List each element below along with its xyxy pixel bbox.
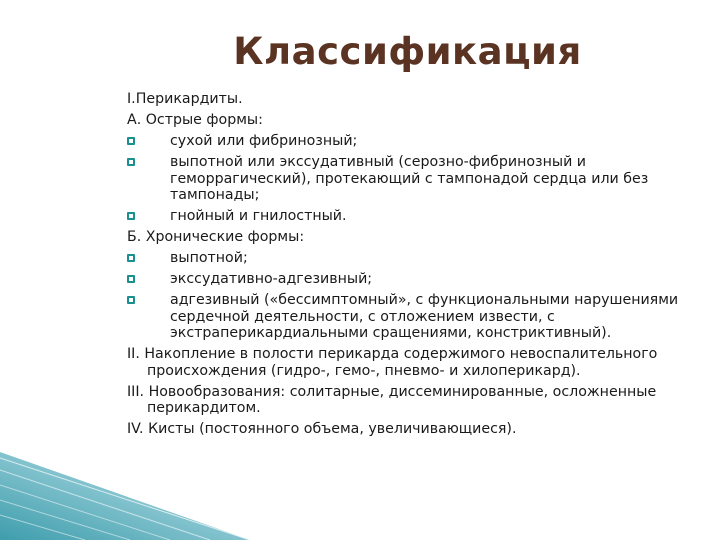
list-item: адгезивный («бессимптомный», с функциональными нарушениями сердечной деятельности, с отложением извести, с экстраперикардиальными сращениями, констриктивный). <box>127 290 717 344</box>
list-item: выпотной или экссудативный (серозно-фибринозный и геморрагический), протекающий с тампонадой сердца или без тампонады; <box>127 152 717 206</box>
subsection-chronic: Б. Хронические формы: <box>127 229 305 245</box>
square-bullet-icon <box>127 158 135 166</box>
square-bullet-icon <box>127 212 135 220</box>
square-bullet-icon <box>127 275 135 283</box>
square-bullet-icon <box>127 254 135 262</box>
list-item: гнойный и гнилостный. <box>127 206 717 227</box>
section-cysts: IV. Кисты (постоянного объема, увеличивающиеся). <box>127 421 517 437</box>
section-non-inflammatory: II. Накопление в полости перикарда содержимого невоспалительного происхождения (гидро-, гемо-, пневмо- и хилоперикард). <box>127 346 658 379</box>
section-neoplasms: III. Новообразования: солитарные, диссеминированные, осложненные перикардитом. <box>127 383 657 416</box>
page-title: Классификация <box>233 30 582 73</box>
list-item: выпотной; <box>127 248 717 269</box>
classification-text <box>127 89 717 440</box>
subsection-acute: А. Острые формы: <box>127 112 263 128</box>
list-item: экссудативно-адгезивный; <box>127 269 717 290</box>
list-item: сухой или фибринозный; <box>127 131 717 152</box>
section-pericarditis: I.Перикардиты. <box>127 91 243 107</box>
square-bullet-icon <box>127 296 135 304</box>
square-bullet-icon <box>127 137 135 145</box>
